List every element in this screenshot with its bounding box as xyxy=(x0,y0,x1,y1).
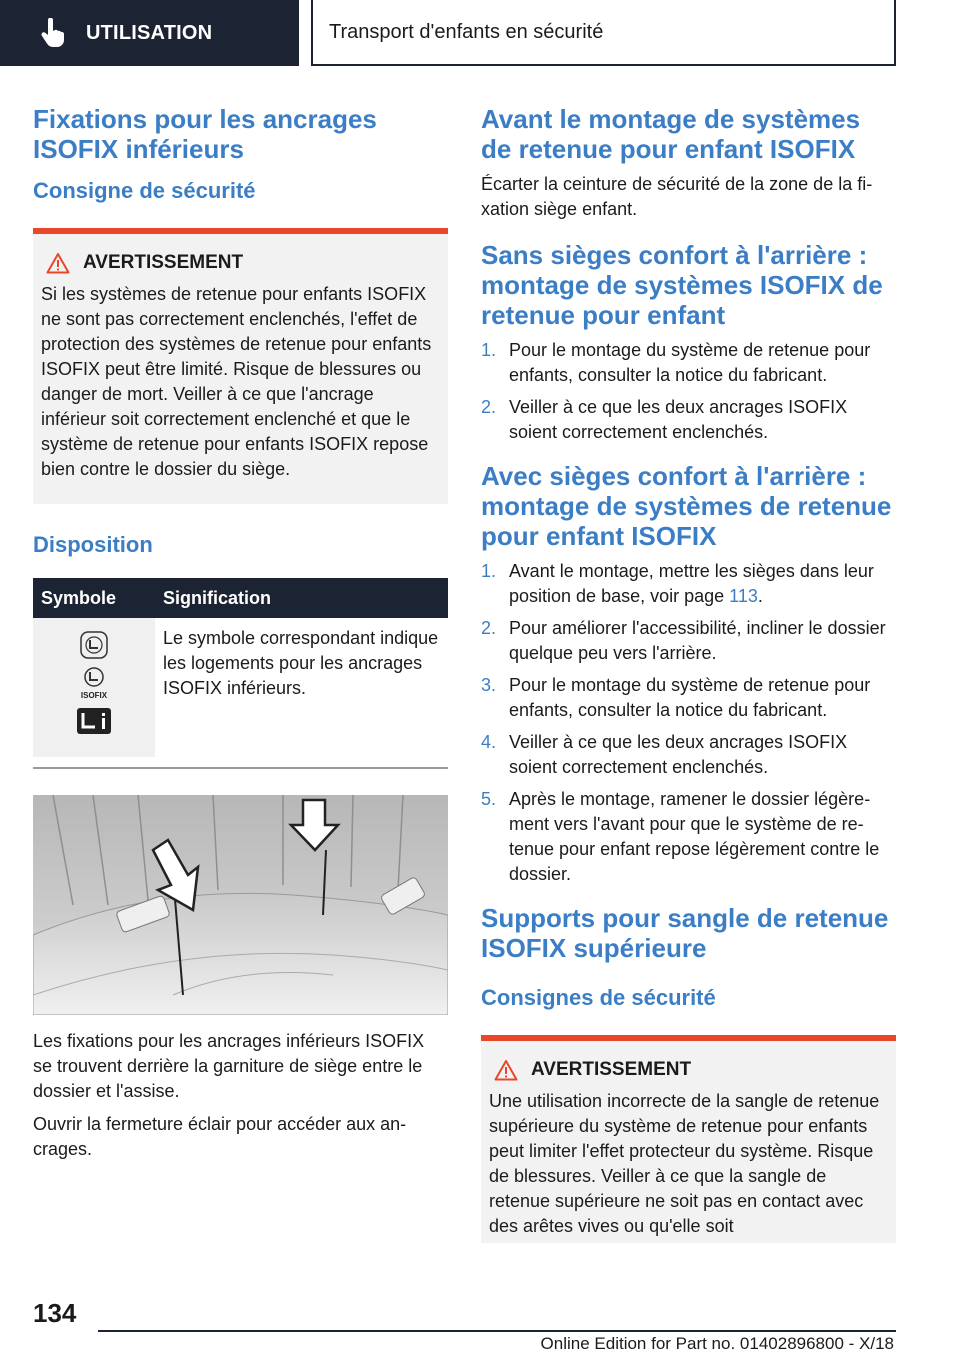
page-link-113[interactable]: 113 xyxy=(729,586,758,606)
chapter-tab xyxy=(311,0,896,66)
paragraph-zipper: Ouvrir la fermeture éclair pour accéder aux ancrages. xyxy=(33,1114,407,1159)
warning-triangle-icon xyxy=(494,1059,518,1081)
steps-without-comfort xyxy=(481,338,896,445)
table-divider xyxy=(33,767,448,769)
paragraph-location: Les fixations pour les ancrages inférieurs ISOFIX se trouvent derrière la garniture de siège entre le dossier et l'assise. xyxy=(33,1031,425,1101)
list-item: 2. Pour améliorer l'accessibilité, incliner le dossier quelque peu vers l'arrière. xyxy=(481,618,886,663)
heading-top-tether: Supports pour sangle de retenue ISOFIX supérieure xyxy=(481,903,889,963)
steps-with-comfort xyxy=(481,559,896,887)
isofix-symbols-icon xyxy=(41,626,147,738)
heading-with-comfort: Avec sièges confort à l'arrière : montage de systèmes de retenue pour enfant ISOFIX xyxy=(481,461,892,551)
warning-box-tether xyxy=(481,1035,896,1243)
table-header-symbol: Symbole xyxy=(33,578,155,618)
page-header xyxy=(0,0,960,66)
section-tab[interactable] xyxy=(0,0,299,66)
list-item: 5. Après le montage, ramener le dossier légèrement vers l'avant pour que le système de retenue pour enfant repose légèrement contre le dossier. xyxy=(481,789,880,884)
page-number: 134 xyxy=(33,1298,77,1328)
warning-title: AVERTISSEMENT xyxy=(531,1059,692,1080)
list-item: 4. Veiller à ce que les deux ancrages ISOFIX soient correctement enclenchés. xyxy=(481,732,848,777)
rear-seat-photo xyxy=(33,795,448,1015)
symbol-cell xyxy=(33,618,155,757)
heading-without-comfort: Sans sièges confort à l'arrière : montage de systèmes ISOFIX de retenue pour enfant xyxy=(481,240,883,330)
list-item: 1. Pour le montage du système de retenue pour enfants, consulter la notice du fabricant. xyxy=(481,340,871,385)
warning-text: Une utilisation incorrecte de la sangle de retenue supérieure du système de retenue pour enfants peut limiter l'effet protecteur du système. Risque de blessures. Veiller à ce que la sangle de retenue supérieure ne soit pas en contact avec des arêtes vives ou qu'elle soit xyxy=(489,1091,880,1236)
heading-layout: Disposition xyxy=(33,532,153,557)
table-header-meaning: Signification xyxy=(155,578,448,618)
heading-safety-notice: Consigne de sécurité xyxy=(33,178,256,203)
table-row xyxy=(33,618,448,757)
list-item: 3. Pour le montage du système de retenue pour enfants, consulter la notice du fabricant. xyxy=(481,675,871,720)
list-item: 2. Veiller à ce que les deux ancrages ISOFIX soient correctement enclenchés. xyxy=(481,397,848,442)
warning-text: Si les systèmes de retenue pour enfants ISOFIX ne sont pas correctement enclenchés, l'effet de protection des systèmes de retenue pour enfants ISOFIX peut être limité. Risque de blessures ou danger de mort. Veiller à ce que l'ancrage inférieur soit correctement enclenché et que le système de retenue pour enfants ISOFIX repose bien contre le dossier du siège. xyxy=(41,284,432,479)
heading-isofix-lower: Fixations pour les ancrages ISOFIX inférieurs xyxy=(33,104,377,164)
left-column xyxy=(33,104,448,1162)
warning-heading xyxy=(41,252,440,274)
footer-rule xyxy=(98,1330,896,1332)
warning-triangle-icon xyxy=(46,252,70,274)
list-item: 1. Avant le montage, mettre les sièges dans leur position de base, voir page 113. xyxy=(481,561,874,606)
chapter-title: Transport d'enfants en sécurité xyxy=(329,20,604,43)
warning-heading xyxy=(489,1059,888,1081)
warning-title: AVERTISSEMENT xyxy=(83,252,244,273)
paragraph-belt: Écarter la ceinture de sécurité de la zone de la fixation siège enfant. xyxy=(481,174,873,219)
right-column xyxy=(481,104,896,1243)
warning-box xyxy=(33,228,448,504)
edition-note: Online Edition for Part no. 01402896800 - X/18 xyxy=(540,1334,894,1353)
isofix-icon-label: ISOFIX xyxy=(80,691,108,700)
heading-before-mounting: Avant le montage de systèmes de retenue pour enfant ISOFIX xyxy=(481,104,861,164)
meaning-cell: Le symbole correspondant indique les logements pour les ancrages ISOFIX inférieurs. xyxy=(163,628,439,698)
section-title: UTILISATION xyxy=(86,21,213,44)
heading-safety-notices: Consignes de sécurité xyxy=(481,985,716,1010)
hand-pointer-icon xyxy=(40,18,66,48)
symbol-table xyxy=(33,578,448,757)
